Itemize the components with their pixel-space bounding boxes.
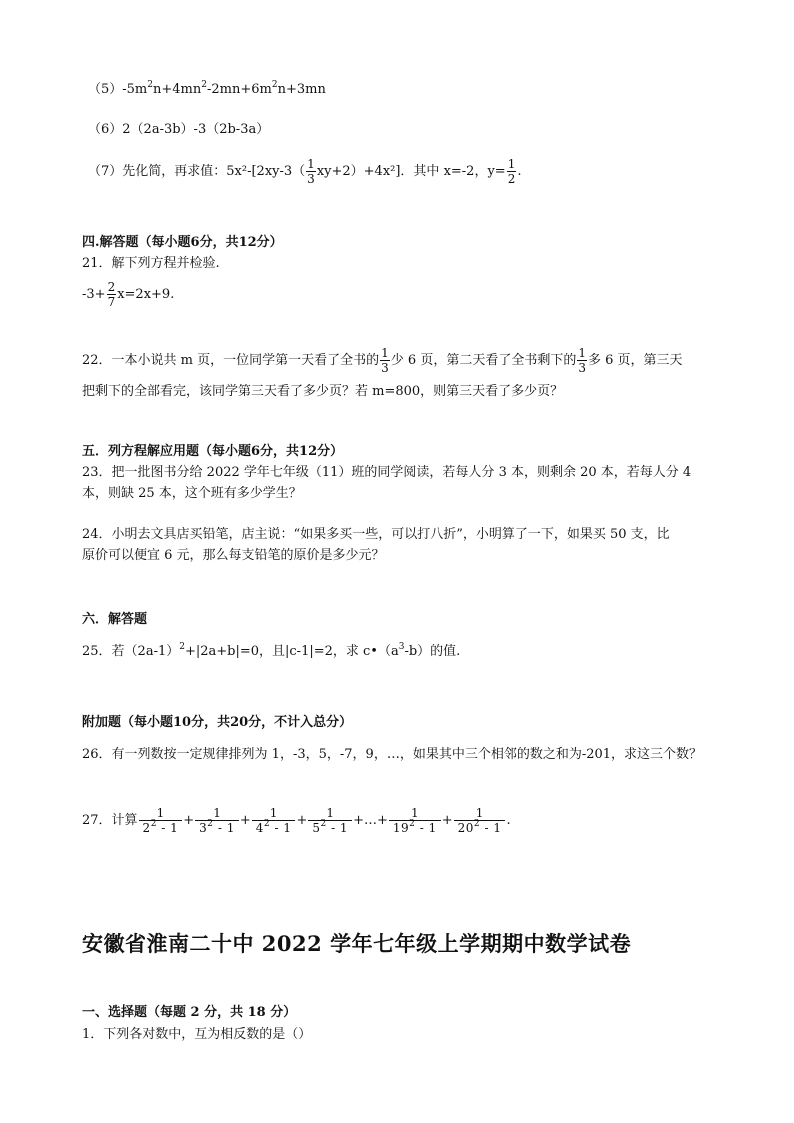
fraction-one-third: $\frac{1}{3}$: [307, 157, 315, 186]
problem-7: （7）先化简，再求值：5x²-[2xy-3（ $\frac{1}{3}$ xy+2）+4x²]．其中 x=-2，y= $\frac{1}{2}$ .: [88, 157, 522, 186]
extra-heading: 附加题（每小题10分，共20分，不计入总分）: [82, 715, 353, 730]
sum-term-fraction: $\frac{1}{2^2 - 1}$: [139, 806, 183, 835]
problem-7-prefix: （7）先化简，再求值：5x²-[2xy-3（: [88, 164, 306, 179]
operator: +…+: [353, 813, 388, 828]
section-4-heading: 四.解答题（每小题6分，共12分）: [82, 235, 283, 250]
sum-term-fraction: $\frac{1}{3^2 - 1}$: [195, 806, 239, 835]
fraction-one-third-b: $\frac{1}{3}$: [578, 346, 586, 375]
section-1-heading: 一、选择题（每题 2 分，共 18 分）: [82, 1005, 297, 1020]
fraction-one-half: $\frac{1}{2}$: [507, 157, 516, 186]
question-21: 21．解下列方程并检验.: [82, 256, 220, 271]
question-25: 25．若$(2a-1)^2+|2a+b|=0$，且|c-1|=2，求 $c•(a^3-b)$的值.: [82, 642, 461, 659]
question-22-line1: 22．一本小说共 m 页，一位同学第一天看了全书的 $\frac{1}{3}$ 少 6 页，第二天看了全书剩下的 $\frac{1}{3}$ 多 6 页，第三天: [82, 346, 683, 375]
sum-term-fraction: $\frac{1}{5^2 - 1}$: [308, 806, 352, 835]
question-23-line1: 23．把一批图书分给 2022 学年七年级（11）班的同学阅读，若每人分 3 本，则剩余 20 本，若每人分 4: [82, 465, 692, 480]
question-21-equation: -3+ $\frac{2}{7}$ x=2x+9.: [82, 280, 175, 309]
problem-7-middle: xy+2）+4x²]．其中 x=-2，y=: [316, 164, 506, 179]
exam-title: 安徽省淮南二十中 2022 学年七年级上学期期中数学试卷: [82, 931, 632, 956]
question-26: 26．有一列数按一定规律排列为 1，-3，5，-7，9，…，如果其中三个相邻的数之和为-201，求这三个数？: [82, 747, 703, 762]
section-5-heading: 五．列方程解应用题（每小题6分，共12分）: [82, 444, 344, 459]
operator: .: [506, 813, 511, 828]
question-1: 1．下列各对数中，互为相反数的是（）: [82, 1027, 312, 1042]
operator: +: [296, 813, 308, 828]
sum-term-fraction: $\frac{1}{4^2 - 1}$: [252, 806, 296, 835]
problem-6: （6）2（2a-3b）-3（2b-3a）: [88, 122, 270, 137]
fraction-two-sevenths: $\frac{2}{7}$: [107, 280, 116, 309]
question-27: 27．计算 $\frac{1}{2^2 - 1}$ + $\frac{1}{3^2 - 1}$ + $\frac{1}{4^2 - 1}$ + $\frac{1}{5^2 - 1}$ +…+ $\frac{1}{19^2 - 1}$ + $\frac{1}{20^2 - 1}$ .: [82, 806, 511, 835]
operator: +: [441, 813, 453, 828]
sum-term-fraction: $\frac{1}{20^2 - 1}$: [454, 806, 506, 835]
question-22-line2: 把剩下的全部看完，该同学第三天看了多少页？若 m=800，则第三天看了多少页？: [82, 384, 564, 399]
problem-5: $(5)-5m^2n+4mn^2-2mn+6m^2n+3mn$: [88, 80, 326, 97]
sum-term-fraction: $\frac{1}{19^2 - 1}$: [389, 806, 441, 835]
question-24-line2: 原价可以便宜 6 元，那么每支铅笔的原价是多少元？: [82, 548, 385, 563]
operator: +: [239, 813, 251, 828]
question-23-line2: 本，则缺 25 本，这个班有多少学生？: [82, 486, 302, 501]
fraction-one-third-a: $\frac{1}{3}$: [381, 346, 389, 375]
operator: +: [183, 813, 195, 828]
question-24-line1: 24．小明去文具店买铅笔，店主说：“如果多买一些，可以打八折”，小明算了一下，如果买 50 支，比: [82, 527, 670, 542]
section-6-heading: 六．解答题: [82, 612, 148, 627]
